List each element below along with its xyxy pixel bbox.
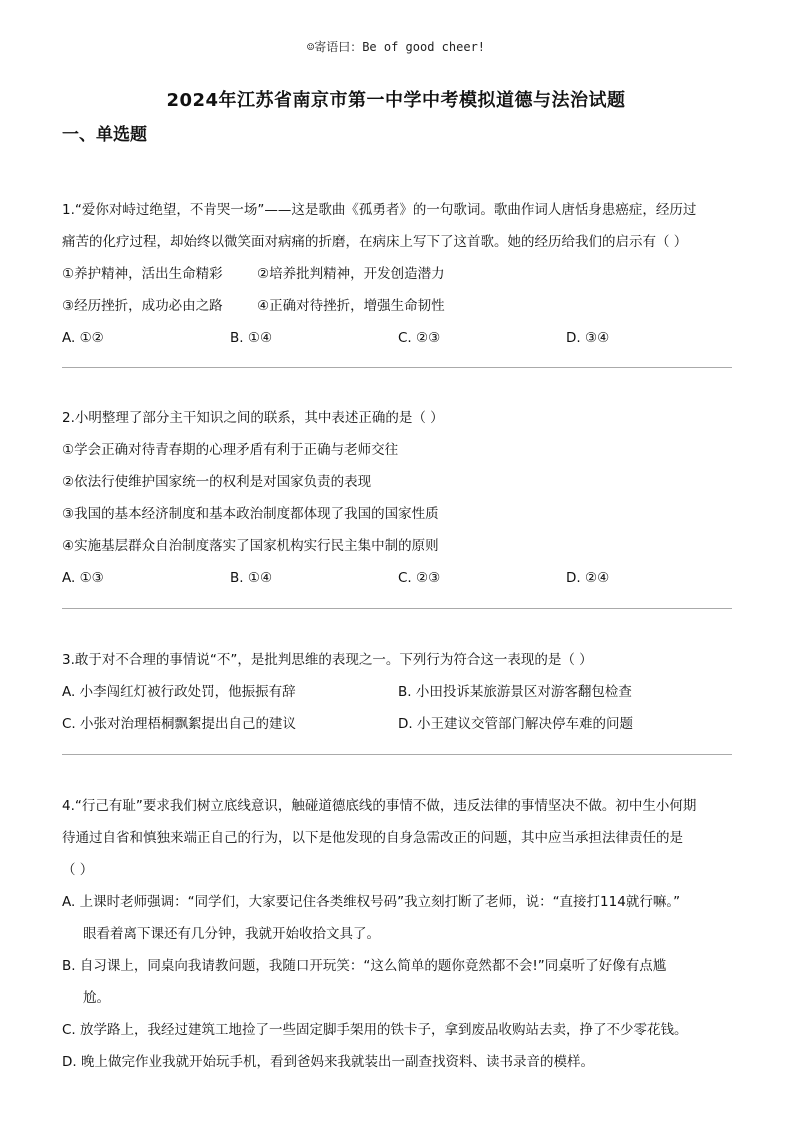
statement: ①养护精神，活出生命精彩 xyxy=(62,266,223,282)
statement: ①学会正确对待青春期的心理矛盾有利于正确与老师交往 xyxy=(62,442,399,458)
option-b[interactable] xyxy=(62,950,734,1014)
statement: ②依法行使维护国家统一的权利是对国家负责的表现 xyxy=(62,474,372,490)
statement: ②培养批判精神，开发创造潜力 xyxy=(257,266,445,282)
statement: ④正确对待挫折，增强生命韧性 xyxy=(257,298,445,314)
option-a[interactable] xyxy=(62,886,734,950)
option-c[interactable]: C. 放学路上，我经过建筑工地捡了一些固定脚手架用的铁卡子，拿到废品收购站去卖，挣了不少零花钱。 xyxy=(62,1022,688,1038)
question-text: 2.小明整理了部分主干知识之间的联系，其中表述正确的是（ ） xyxy=(62,410,444,426)
motto-header: ☺寄语曰：Be of good cheer! xyxy=(306,40,486,54)
question-3 xyxy=(62,644,734,740)
question-text: 1.“爱你对峙过绝望，不肯哭一场”——这是歌曲《孤勇者》的一句歌词。歌曲作词人唐恬身患癌症，经历过 xyxy=(62,202,697,218)
question-2 xyxy=(62,402,734,594)
option-c[interactable]: C. ②③ xyxy=(398,330,441,346)
option-b[interactable]: B. ①④ xyxy=(230,330,273,346)
option-text: 尬。 xyxy=(83,990,110,1006)
option-a[interactable]: A. ①③ xyxy=(62,570,104,586)
option-c[interactable]: C. ②③ xyxy=(398,570,441,586)
option-b[interactable]: B. ①④ xyxy=(230,570,273,586)
divider xyxy=(62,608,732,609)
statement: ③我国的基本经济制度和基本政治制度都体现了我国的国家性质 xyxy=(62,506,439,522)
question-text: 痛苦的化疗过程，却始终以微笑面对病痛的折磨，在病床上写下了这首歌。她的经历给我们的启示有（ ） xyxy=(62,234,688,250)
option-d[interactable]: D. ②④ xyxy=(566,570,610,586)
section-heading: 一、单选题 xyxy=(62,125,147,145)
page-title: 2024年江苏省南京市第一中学中考模拟道德与法治试题 xyxy=(166,90,626,111)
option-a[interactable]: A. ①② xyxy=(62,330,104,346)
option-c[interactable]: C. 小张对治理梧桐飘絮提出自己的建议 xyxy=(62,716,297,732)
option-d[interactable]: D. 小王建议交管部门解决停车难的问题 xyxy=(398,716,633,732)
question-1 xyxy=(62,194,734,354)
question-text: 3.敢于对不合理的事情说“不”，是批判思维的表现之一。下列行为符合这一表现的是（ ） xyxy=(62,652,593,668)
statement: ④实施基层群众自治制度落实了国家机构实行民主集中制的原则 xyxy=(62,538,439,554)
option-b[interactable]: B. 小田投诉某旅游景区对游客翻包检查 xyxy=(398,684,632,700)
divider xyxy=(62,754,732,755)
question-4 xyxy=(62,790,734,1078)
option-d[interactable]: D. 晚上做完作业我就开始玩手机，看到爸妈来我就装出一副查找资料、读书录音的模样。 xyxy=(62,1054,594,1070)
question-text: 待通过自省和慎独来端正自己的行为，以下是他发现的自身急需改正的问题，其中应当承担法律责任的是 xyxy=(62,830,683,846)
question-text: （ ） xyxy=(62,862,94,878)
option-a[interactable]: A. 小李闯红灯被行政处罚，他振振有辞 xyxy=(62,684,296,700)
divider xyxy=(62,367,732,368)
question-text: 4.“行己有耻”要求我们树立底线意识，触碰道德底线的事情不做，违反法律的事情坚决不做。初中生小何期 xyxy=(62,798,697,814)
option-d[interactable]: D. ③④ xyxy=(566,330,610,346)
option-text: A. 上课时老师强调：“同学们，大家要记住各类维权号码”我立刻打断了老师，说：“直接打114就行嘛。” xyxy=(62,894,681,910)
statement: ③经历挫折，成功必由之路 xyxy=(62,298,223,314)
option-text: B. 自习课上，同桌向我请教问题，我随口开玩笑：“这么简单的题你竟然都不会!”同桌听了好像有点尴 xyxy=(62,958,667,974)
option-text: 眼看着离下课还有几分钟，我就开始收拾文具了。 xyxy=(83,926,380,942)
